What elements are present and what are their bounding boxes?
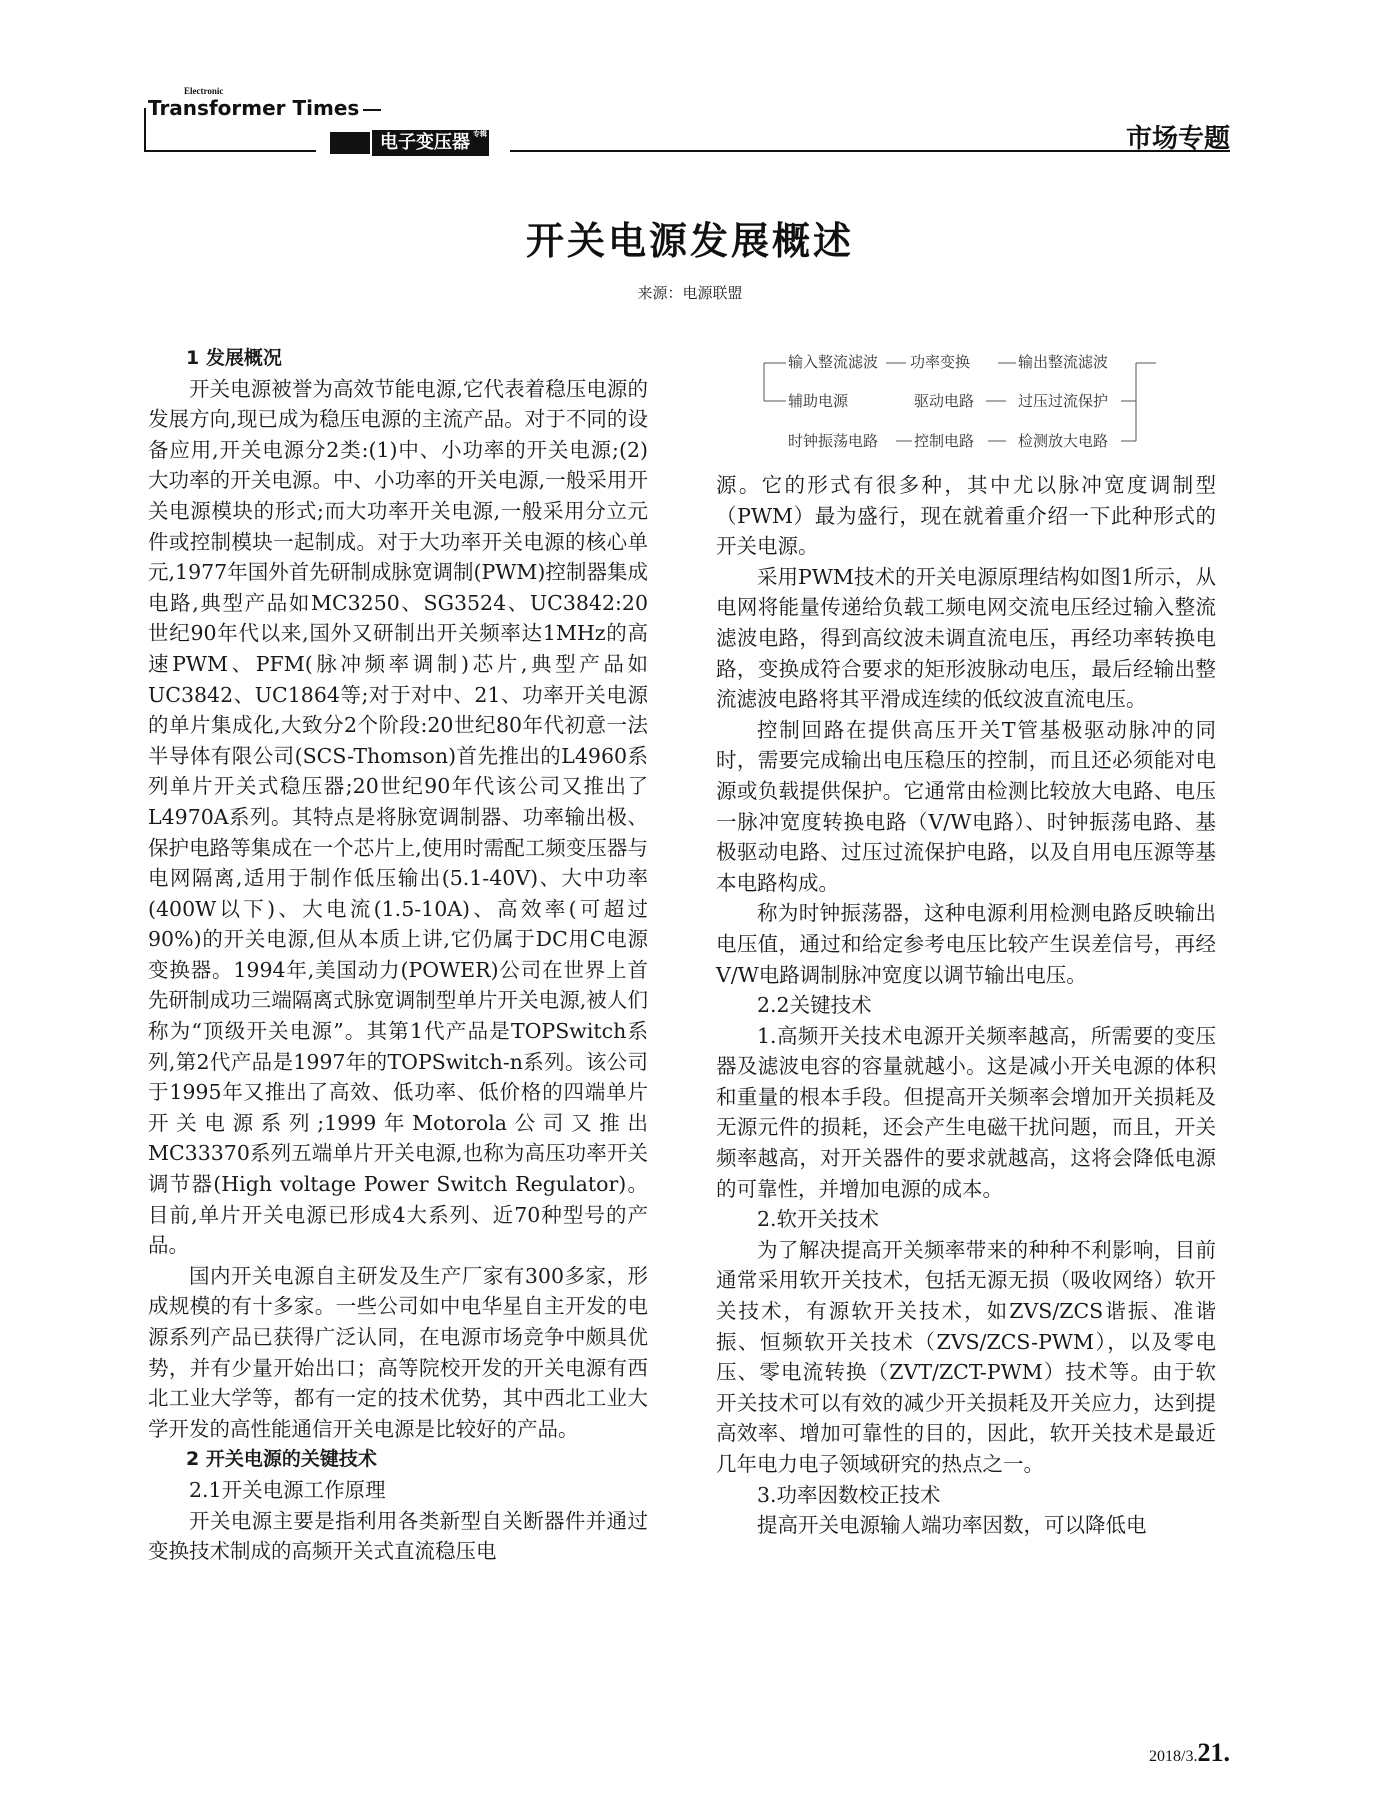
node-output-rectifier: 输出整流滤波 [1018, 353, 1109, 371]
paragraph: 采用PWM技术的开关电源原理结构如图1所示，从电网将能量传递给负载工频电网交流电压经过输入整流滤波电路，得到高纹波未调直流电压，再经功率转换电路，变换成符合要求的矩形波脉动电压，最后经输出整流滤波电路将其平滑成连续的低纹波直流电压。 [716, 564, 1216, 712]
article-source: 来源：电源联盟 [637, 284, 743, 302]
left-column [148, 343, 648, 1567]
subheading-principle: 2.1开关电源工作原理 [189, 1477, 386, 1502]
article-title: 开关电源发展概述 [525, 219, 854, 263]
magazine-title-small: Electronic [184, 86, 224, 96]
paragraph: 控制回路在提供高压开关T管基极驱动脉冲的同时，需要完成输出电压稳压的控制，而且还必须能对电源或负载提供保护。它通常由检测比较放大电路、电压一脉冲宽度转换电路（V/W电路）、时钟振荡电路、基极驱动电路、过压过流保护电路，以及自用电压源等基本电路构成。 [716, 717, 1216, 895]
magazine-cn-tag [372, 130, 489, 156]
node-aux-power: 辅助电源 [788, 392, 849, 410]
node-drive-circuit: 驱动电路 [914, 392, 975, 410]
issue-date: 2018/3. [1149, 1748, 1198, 1765]
node-control-circuit: 控制电路 [914, 432, 975, 450]
node-input-rectifier: 输入整流滤波 [788, 353, 879, 371]
subheading-pfc: 3.功率因数校正技术 [757, 1482, 941, 1507]
heading-key-tech: 2 开关电源的关键技术 [186, 1448, 377, 1471]
paragraph: 开关电源主要是指利用各类新型自关断器件并通过变换技术制成的高频开关式直流稳压电 [148, 1508, 648, 1564]
paragraph: 称为时钟振荡器，这种电源利用检测电路反映输出电压值，通过和给定参考电压比较产生误差信号，再经V/W电路调制脉冲宽度以调节输出电压。 [716, 901, 1216, 987]
header-rule-right [510, 150, 1230, 152]
paragraph: 开关电源被誉为高效节能电源,它代表着稳压电源的发展方向,现已成为稳压电源的主流产品。对于不同的设备应用,开关电源分2类:(1)中、小功率的开关电源;(2)大功率的开关电源。中、小功率的开关电源,一般采用开关电源模块的形式;而大功率开关电源,一般采用分立元件或控制模块一起制成。对于大功率开关电源的核心单元,1977年国外首先研制成脉宽调制(PWM)控制器集成电路,典型产品如MC3250、SG3524、UC3842:20世纪90年代以来,国外又研制出开关频率达1MHz的高速PWM、PFM(脉冲频率调制)芯片,典型产品如UC3842、UC1864等;对于对中、21、功率开关电源的单片集成化,大致分2个阶段:20世纪80年代初意一法半导体有限公司(SCS-Thomson)首先推出的L4960系列单片开关式稳压器;20世纪90年代该公司又推出了L4970A系列。其特点是将脉宽调制器、功率输出极、保护电路等集成在一个芯片上,使用时需配工频变压器与电网隔离,适用于制作低压输出(5.1-40V)、大中功率(400W以下)、大电流(1.5-10A)、高效率(可超过90%)的开关电源,但从本质上讲,它仍属于DC用C电源变换器。1994年,美国动力(POWER)公司在世界上首先研制成功三端隔离式脉宽调制型单片开关电源,被人们称为“顶级开关电源”。其第1代产品是TOPSwitch系列,第2代产品是1997年的TOPSwitch-n系列。该公司于1995年又推出了高效、低功率、低价格的四端单片开关电源系列;1999年Motorola公司又推出MC33370系列五端单片开关电源,也称为高压功率开关调节器(High voltage Power Switch Regulator)。目前,单片开关电源已形成4大系列、近70种型号的产品。 [148, 376, 648, 1258]
subheading-soft-switch: 2.软开关技术 [757, 1207, 880, 1232]
paragraph: 国内开关电源自主研发及生产厂家有300多家，形成规模的有十多家。一些公司如中电华星自主开发的电源系列产品已获得广泛认同，在电源市场竞争中颇具优势，并有少量开始出口；高等院校开发的开关电源有西北工业大学等，都有一定的技术优势，其中西北工业大学开发的高性能通信开关电源是比较好的产品。 [148, 1263, 648, 1441]
paragraph: 提高开关电源输人端功率因数，可以降低电 [757, 1513, 1147, 1538]
page-header [0, 0, 1380, 160]
page-number: 21. [1197, 1738, 1230, 1767]
node-protection: 过压过流保护 [1018, 392, 1109, 410]
paragraph-continued: 源。它的形式有很多种，其中尤以脉冲宽度调制型（PWM）最为盛行，现在就着重介绍一下此种形式的开关电源。 [716, 473, 1216, 559]
section-label: 市场专题 [1125, 124, 1230, 154]
title-dash [363, 109, 381, 111]
node-detect-amp: 检测放大电路 [1018, 432, 1109, 450]
right-column [716, 470, 1216, 1541]
node-clock-osc: 时钟振荡电路 [788, 432, 879, 450]
magazine-cn-name: 电子变压器 [380, 132, 470, 153]
header-decor-bar [330, 132, 370, 154]
magazine-title [148, 86, 381, 120]
magazine-cn-mini: 专辑 [473, 130, 487, 138]
magazine-title-main: Transformer Times [148, 96, 360, 120]
header-rule-left [144, 150, 316, 152]
header-rule-vertical [144, 108, 146, 152]
heading-development: 1 发展概况 [186, 347, 282, 369]
paragraph: 为了解决提高开关频率带来的种种不利影响，目前通常采用软开关技术，包括无源无损（吸收网络）软开关技术，有源软开关技术，如ZVS/ZCS谐振、准谐振、恒频软开关技术（ZVS/ZCS-PWM），以及零电压、零电流转换（ZVT/ZCT-PWM）技术等。由于软开关技术可以有效的减少开关损耗及开关应力，达到提高效率、增加可靠性的目的，因此，软开关技术是最近几年电力电子领域研究的热点之一。 [716, 1237, 1216, 1476]
pwm-block-diagram [716, 345, 1216, 465]
paragraph: 1.高频开关技术电源开关频率越高，所需要的变压器及滤波电容的容量就越小。这是减小开关电源的体积和重量的根本手段。但提高开关频率会增加开关损耗及无源元件的损耗，还会产生电磁干扰问题，而且，开关频率越高，对开关器件的要求就越高，这将会降低电源的可靠性，并增加电源的成本。 [716, 1023, 1216, 1201]
node-power-conversion: 功率变换 [910, 353, 971, 371]
subheading-key-tech: 2.2关键技术 [757, 993, 872, 1018]
page-footer [1149, 1738, 1230, 1768]
